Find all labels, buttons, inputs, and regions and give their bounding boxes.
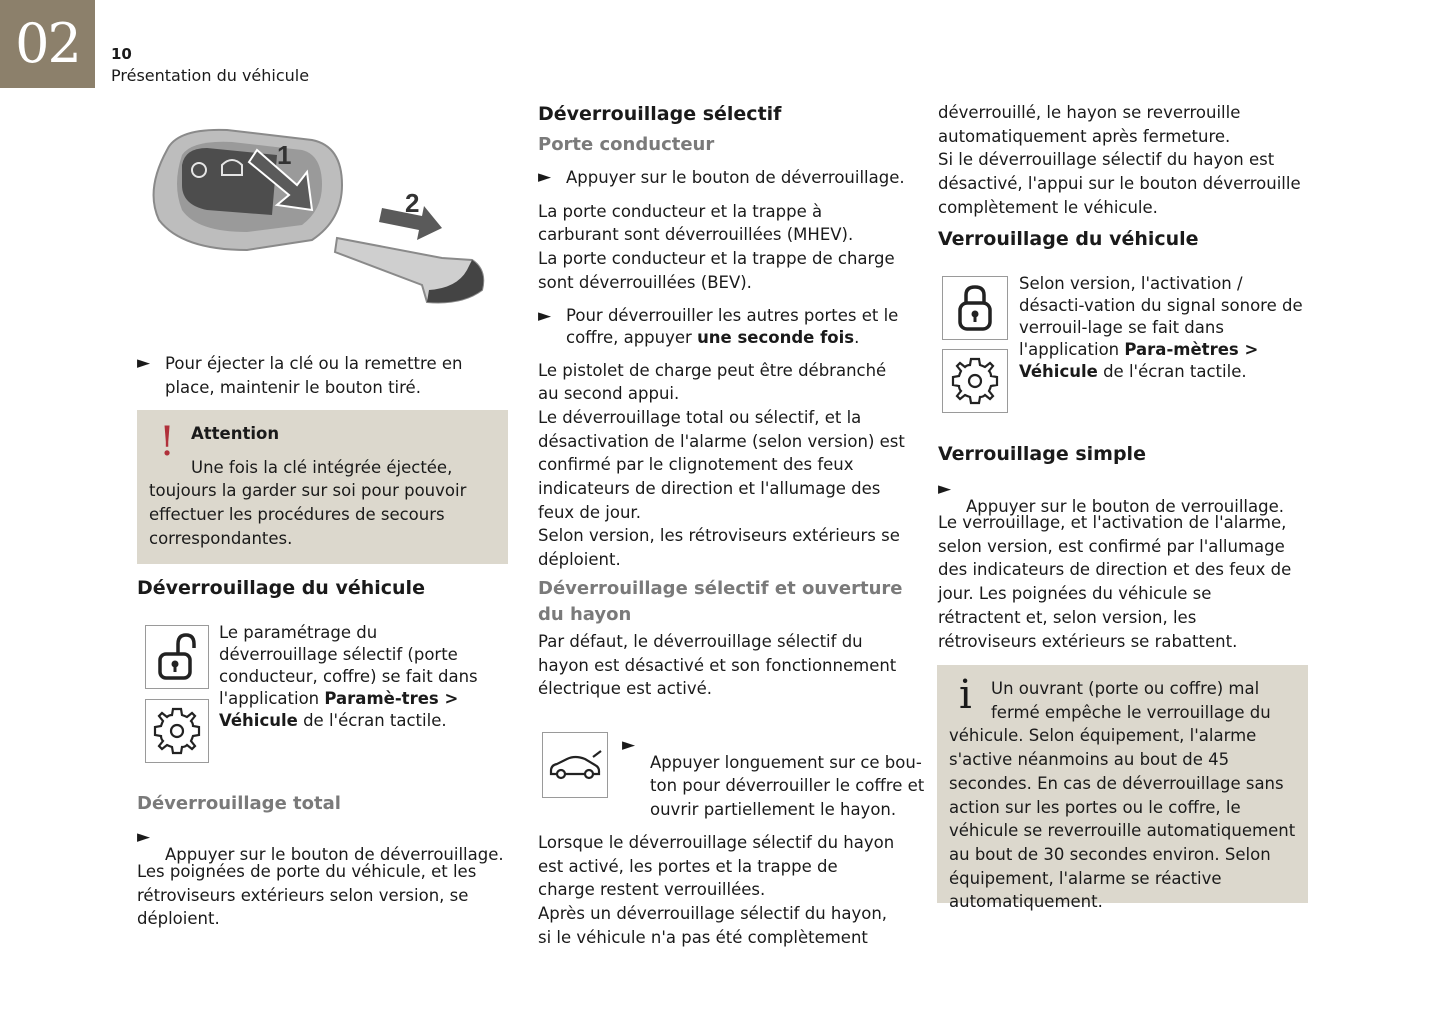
lock-settings-text	[1019, 273, 1309, 383]
other-doors-text-a: Pour déverrouiller les autres portes et le coffre, appuyer	[566, 305, 899, 347]
bullet-simple-lock-text: Appuyer sur le bouton de verrouillage.	[966, 496, 1284, 516]
info-line-1: Un ouvrant (porte ou coffre) mal fermé empêche le verrouillage du	[991, 679, 1271, 722]
charge-pistol-text: Le pistolet de charge peut être débranché au second appui.	[538, 360, 887, 404]
bullet-other-doors-text	[566, 305, 906, 349]
key-label-1: 1	[277, 140, 292, 170]
triangle-icon: ►	[137, 353, 151, 373]
attention-text: toujours la garder sur soi pour pouvoir effectuer les procédures de secours correspondantes.	[149, 481, 467, 548]
triangle-icon: ►	[538, 167, 552, 187]
unlock-text-part-c: de l'écran tactile.	[297, 711, 447, 730]
tailgate-icon-box	[542, 732, 608, 798]
unlock-text-settings-path: Paramè-tres > Véhicule	[219, 689, 459, 730]
car-tailgate-icon	[547, 747, 603, 783]
bullet-eject-key	[137, 352, 509, 399]
bullet-driver-unlock	[538, 166, 906, 190]
unlock-icon-box	[145, 625, 209, 689]
gear-icon	[949, 355, 1001, 407]
bullet-total-unlock-text: Appuyer sur le bouton de déverrouillage.	[165, 844, 504, 864]
info-text: véhicule. Selon équipement, l'alarme s'active néanmoins au bout de 45 secondes. En cas de déverrouillage sans action sur les portes ou le coffre, le véhicule se reverrouille automatiquement au bout de 30 secondes environ. Selon équipement, l'alarme se réactive automatiquement.	[949, 726, 1296, 912]
total-unlock-text: Les poignées de porte du véhicule, et les rétroviseurs extérieurs selon version, se déploient.	[137, 862, 477, 929]
padlock-open-icon	[154, 632, 200, 682]
attention-box	[137, 410, 508, 564]
triangle-icon: ►	[137, 827, 151, 847]
padlock-closed-icon	[955, 283, 995, 333]
exclamation-icon: !	[159, 419, 176, 465]
disabled-selective-text: Si le déverrouillage sélectif du hayon est désactivé, l'appui sur le bouton déverrouille complètement le véhicule.	[938, 150, 1301, 217]
bullet-long-press	[622, 734, 934, 838]
mirrors-text: Selon version, les rétroviseurs extérieurs se déploient.	[538, 526, 900, 570]
other-doors-text-bold: une seconde fois	[697, 327, 855, 347]
driver-text-mhev: La porte conducteur et la trappe à carburant sont déverrouillées (MHEV).	[538, 201, 854, 245]
page-number: 10	[111, 45, 132, 63]
triangle-icon: ►	[538, 305, 552, 326]
column-2-bottom	[538, 831, 898, 950]
driver-text-bev: La porte conducteur et la trappe de charge sont déverrouillées (BEV).	[538, 249, 895, 292]
gear-icon	[151, 705, 203, 757]
heading-simple-lock: Verrouillage simple	[938, 443, 1146, 465]
bullet-long-press-text: Appuyer longuement sur ce bou-ton pour déverrouiller le coffre et ouvrir partiellement le hayon.	[650, 752, 925, 819]
lock-text-settings-path: Para-mètres > Véhicule	[1019, 340, 1259, 381]
other-doors-text-c: .	[854, 327, 860, 347]
key-fob-illustration	[137, 110, 509, 320]
bullet-other-doors	[538, 305, 906, 349]
column-1	[137, 110, 509, 399]
heading-unlock-vehicle: Déverrouillage du véhicule	[137, 577, 425, 599]
tailgate-after-text: Après un déverrouillage sélectif du hayon, si le véhicule n'a pas été complètement	[538, 904, 888, 947]
simple-lock-text: Le verrouillage, et l'activation de l'alarme, selon version, est confirmé par l'allumage des indicateurs de direction et des feux de jour. Les poignées du véhicule se rétractent et, selon version, les rétroviseurs extérieurs se rabattent.	[938, 513, 1292, 651]
bullet-eject-key-text: Pour éjecter la clé ou la remettre en place, maintenir le bouton tiré.	[165, 354, 463, 397]
heading-selective-unlock: Déverrouillage sélectif	[538, 103, 782, 125]
tailgate-default-text: Par défaut, le déverrouillage sélectif du hayon est désactivé et son fonctionnement électrique est activé.	[538, 631, 897, 699]
lock-icon-box	[942, 276, 1008, 340]
lock-text-part-a: Selon version, l'activation / désacti-vation du signal sonore de verrouil-lage se fait dans l'application	[1019, 274, 1303, 359]
unlock-settings-text	[219, 622, 491, 732]
chapter-tab: 02	[0, 0, 95, 88]
tailgate-active-text: Lorsque le déverrouillage sélectif du hayon est activé, les portes et la trappe de charge restent verrouillées.	[538, 833, 895, 900]
triangle-icon: ►	[938, 479, 952, 499]
section-title: Présentation du véhicule	[111, 66, 310, 85]
lock-text-part-c: de l'écran tactile.	[1097, 362, 1247, 381]
info-icon: i	[959, 672, 972, 718]
attention-line-1: Une fois la clé intégrée éjectée,	[191, 457, 453, 477]
info-box	[937, 665, 1308, 912]
column-2	[538, 101, 906, 701]
relock-text: déverrouillé, le hayon se reverrouille automatiquement après fermeture.	[938, 103, 1241, 146]
key-label-2: 2	[405, 188, 420, 218]
subheading-driver-door: Porte conducteur	[538, 134, 715, 155]
bullet-driver-unlock-text: Appuyer sur le bouton de déverrouillage.	[566, 168, 905, 187]
column-3	[938, 101, 1304, 252]
settings-icon-box-2	[942, 349, 1008, 413]
heading-lock-vehicle: Verrouillage du véhicule	[938, 227, 1199, 250]
heading-total-unlock: Déverrouillage total	[137, 793, 341, 814]
confirmation-text: Le déverrouillage total ou sélectif, et la désactivation de l'alarme (selon version) est confirmé par le clignotement des feux indicateurs de direction et l'allumage des feux de jour.	[538, 407, 905, 522]
triangle-icon: ►	[622, 735, 636, 755]
unlock-text-part-a: Le paramétrage du déverrouillage sélectif (porte conducteur, coffre) se fait dans l'application	[219, 623, 478, 708]
settings-icon-box-1	[145, 699, 209, 763]
subheading-tailgate: Déverrouillage sélectif et ouverture du hayon	[538, 577, 903, 625]
attention-title: Attention	[191, 424, 280, 443]
